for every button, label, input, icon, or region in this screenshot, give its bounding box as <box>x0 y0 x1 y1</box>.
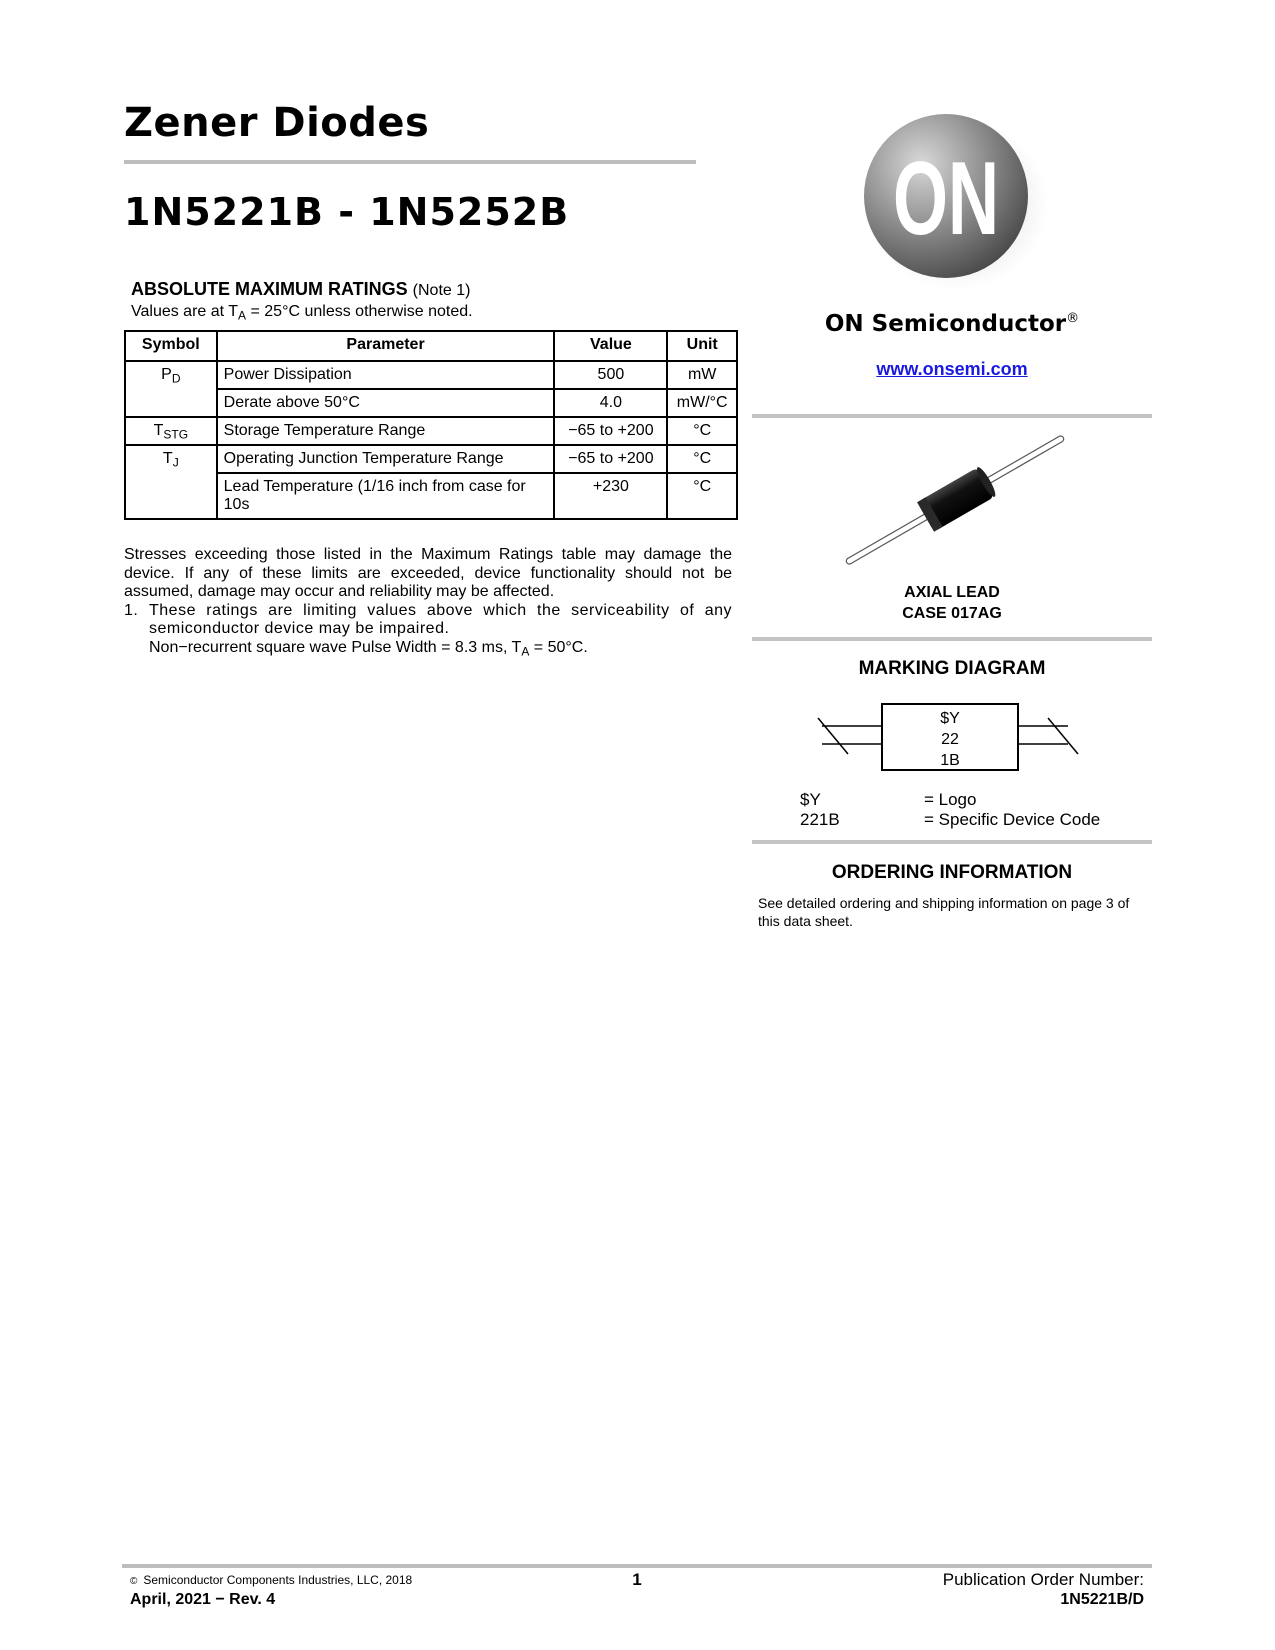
parameter-cell: Storage Temperature Range <box>217 417 555 445</box>
footnote-text: These ratings are limiting values above which the serviceability of any semiconductor device may be impaired. <box>149 601 732 637</box>
legend-desc: = Specific Device Code <box>924 810 1101 829</box>
page-title: Zener Diodes <box>124 100 430 146</box>
website-link[interactable]: www.onsemi.com <box>876 359 1028 379</box>
section-divider <box>752 637 1152 641</box>
unit-cell: °C <box>667 417 737 445</box>
footer-divider <box>122 1564 1152 1568</box>
section-divider <box>752 840 1152 844</box>
stress-note: Stresses exceeding those listed in the Maximum Ratings table may damage the device. If any of these limits are exceeded, device functionality should not be assumed, damage may occur and reliability may be affected. <box>124 546 732 600</box>
symbol-main: T <box>162 450 173 467</box>
marking-line-2: 22 <box>941 731 959 748</box>
marking-diagram-title: MARKING DIAGRAM <box>858 658 1046 679</box>
parameter-cell: Derate above 50°C <box>217 389 555 417</box>
copyright <box>130 1573 412 1587</box>
page-number: 1 <box>632 1570 642 1589</box>
unit-cell: °C <box>667 445 737 473</box>
marking-line-3: 1B <box>940 752 960 769</box>
marking-text <box>882 708 1018 771</box>
symbol-main: P <box>161 366 172 383</box>
symbol-subscript: STG <box>163 427 189 442</box>
marking-legend <box>800 790 1100 830</box>
symbol-subscript: D <box>171 371 181 386</box>
publication-number: 1N5221B/D <box>1060 1591 1144 1608</box>
marking-line-1: $Y <box>940 710 960 727</box>
column-header-value: Value <box>554 331 667 361</box>
ratings-title <box>131 279 470 300</box>
ratings-subtitle-subscript: A <box>238 308 247 323</box>
on-semiconductor-logo <box>830 112 1076 288</box>
ordering-info-title: ORDERING INFORMATION <box>831 862 1073 883</box>
column-header-parameter: Parameter <box>217 331 555 361</box>
symbol-cell <box>125 417 217 445</box>
legend-key: $Y <box>800 790 821 809</box>
legend-desc: = Logo <box>924 790 977 809</box>
legend-row <box>800 810 1100 830</box>
ratings-title-text: ABSOLUTE MAXIMUM RATINGS <box>131 279 408 299</box>
column-header-unit: Unit <box>667 331 737 361</box>
symbol-cell <box>125 361 217 417</box>
parameter-cell: Operating Junction Temperature Range <box>217 445 555 473</box>
parameter-cell: Power Dissipation <box>217 361 555 389</box>
section-divider <box>752 414 1152 418</box>
table-row <box>125 473 737 519</box>
ordering-info-text: See detailed ordering and shipping information on page 3 of this data sheet. <box>758 895 1130 929</box>
table-header-row <box>125 331 737 361</box>
legend-row <box>800 790 1100 810</box>
copyright-text: Semiconductor Components Industries, LLC, 2018 <box>143 1573 413 1587</box>
column-header-symbol: Symbol <box>125 331 217 361</box>
ratings-subtitle-suffix: = 25°C unless otherwise noted. <box>246 303 473 320</box>
brand-name-text: ON Semiconductor <box>824 311 1067 337</box>
publication-label: Publication Order Number: <box>942 1570 1144 1589</box>
table-row <box>125 361 737 389</box>
parameter-cell: Lead Temperature (1/16 inch from case for 10s <box>217 473 555 519</box>
footnote-1 <box>124 602 732 639</box>
table-row <box>125 389 737 417</box>
value-cell: 4.0 <box>554 389 667 417</box>
symbol-subscript: J <box>172 455 179 470</box>
footnote-pulse-suffix: = 50°C. <box>529 638 588 656</box>
unit-cell: mW <box>667 361 737 389</box>
unit-cell: mW/°C <box>667 389 737 417</box>
table-row <box>125 445 737 473</box>
ratings-subtitle <box>131 303 473 321</box>
brand-name <box>752 311 1152 337</box>
ratings-note-ref: (Note 1) <box>412 282 471 299</box>
table-row <box>125 417 737 445</box>
axial-diode-image <box>840 432 1070 568</box>
package-line-1: AXIAL LEAD <box>904 584 1000 601</box>
value-cell: +230 <box>554 473 667 519</box>
footnote-pulse-prefix: Non−recurrent square wave Pulse Width = 8.3 ms, T <box>149 638 522 656</box>
revision-date: April, 2021 − Rev. 4 <box>130 1591 276 1608</box>
symbol-cell <box>125 445 217 519</box>
footnote-pulse-subscript: A <box>521 644 530 659</box>
legend-key: 221B <box>800 810 840 829</box>
title-divider <box>124 160 696 164</box>
value-cell: 500 <box>554 361 667 389</box>
package-label <box>752 582 1152 624</box>
value-cell: −65 to +200 <box>554 417 667 445</box>
ratings-subtitle-prefix: Values are at T <box>131 303 239 320</box>
symbol-main: T <box>153 422 164 439</box>
unit-cell: °C <box>667 473 737 519</box>
part-range-title: 1N5221B - 1N5252B <box>124 190 570 234</box>
logo-text: ON <box>893 141 999 257</box>
copyright-symbol: © <box>130 1576 138 1587</box>
ratings-notes <box>124 546 732 657</box>
package-line-2: CASE 017AG <box>902 605 1002 622</box>
ratings-table <box>124 330 738 520</box>
value-cell: −65 to +200 <box>554 445 667 473</box>
footnote-number: 1. <box>124 601 139 619</box>
footnote-1-continued <box>124 639 732 658</box>
registered-mark: ® <box>1066 311 1080 326</box>
